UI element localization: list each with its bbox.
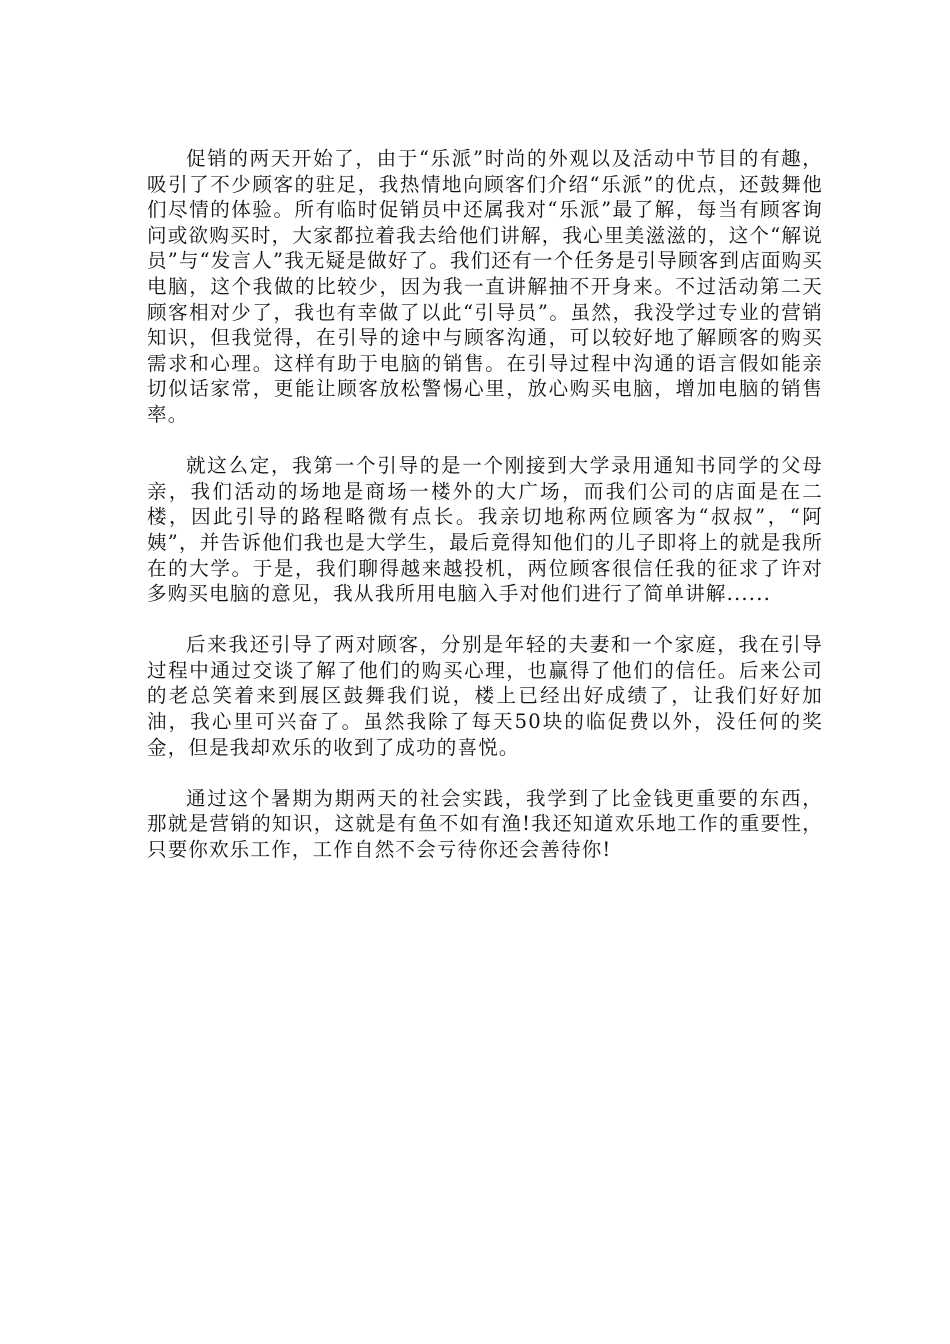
- document-body: [147, 146, 823, 888]
- paragraph-first-guide: 就这么定，我第一个引导的是一个刚接到大学录用通知书同学的父母亲，我们活动的场地是商场一楼外的大广场，而我们公司的店面是在二楼，因此引导的路程略微有点长。我亲切地称两位顾客为“叔叔”，“阿姨”，并告诉他们我也是大学生，最后竟得知他们的儿子即将上的就是我所在的大学。于是，我们聊得越来越投机，两位顾客很信任我的征求了许对多购买电脑的意见，我从我所用电脑入手对他们进行了简单讲解......: [147, 454, 823, 606]
- paragraph-more-customers: 后来我还引导了两对顾客，分别是年轻的夫妻和一个家庭，我在引导过程中通过交谈了解了他们的购买心理，也赢得了他们的信任。后来公司的老总笑着来到展区鼓舞我们说，楼上已经出好成绩了，让我们好好加油，我心里可兴奋了。虽然我除了每天50块的临促费以外，没任何的奖金，但是我却欢乐的收到了成功的喜悦。: [147, 633, 823, 759]
- paragraph-conclusion: 通过这个暑期为期两天的社会实践，我学到了比金钱更重要的东西，那就是营销的知识，这就是有鱼不如有渔!我还知道欢乐地工作的重要性，只要你欢乐工作，工作自然不会亏待你还会善待你!: [147, 786, 823, 862]
- paragraph-promotion-days: 促销的两天开始了，由于“乐派”时尚的外观以及活动中节目的有趣，吸引了不少顾客的驻足，我热情地向顾客们介绍“乐派”的优点，还鼓舞他们尽情的体验。所有临时促销员中还属我对“乐派”最了解，每当有顾客询问或欲购买时，大家都拉着我去给他们讲解，我心里美滋滋的，这个“解说员”与“发言人”我无疑是做好了。我们还有一个任务是引导顾客到店面购买电脑，这个我做的比较少，因为我一直讲解抽不开身来。不过活动第二天顾客相对少了，我也有幸做了以此“引导员”。虽然，我没学过专业的营销知识，但我觉得，在引导的途中与顾客沟通，可以较好地了解顾客的购买需求和心理。这样有助于电脑的销售。在引导过程中沟通的语言假如能亲切似话家常，更能让顾客放松警惕心里，放心购买电脑，增加电脑的销售率。: [147, 147, 823, 426]
